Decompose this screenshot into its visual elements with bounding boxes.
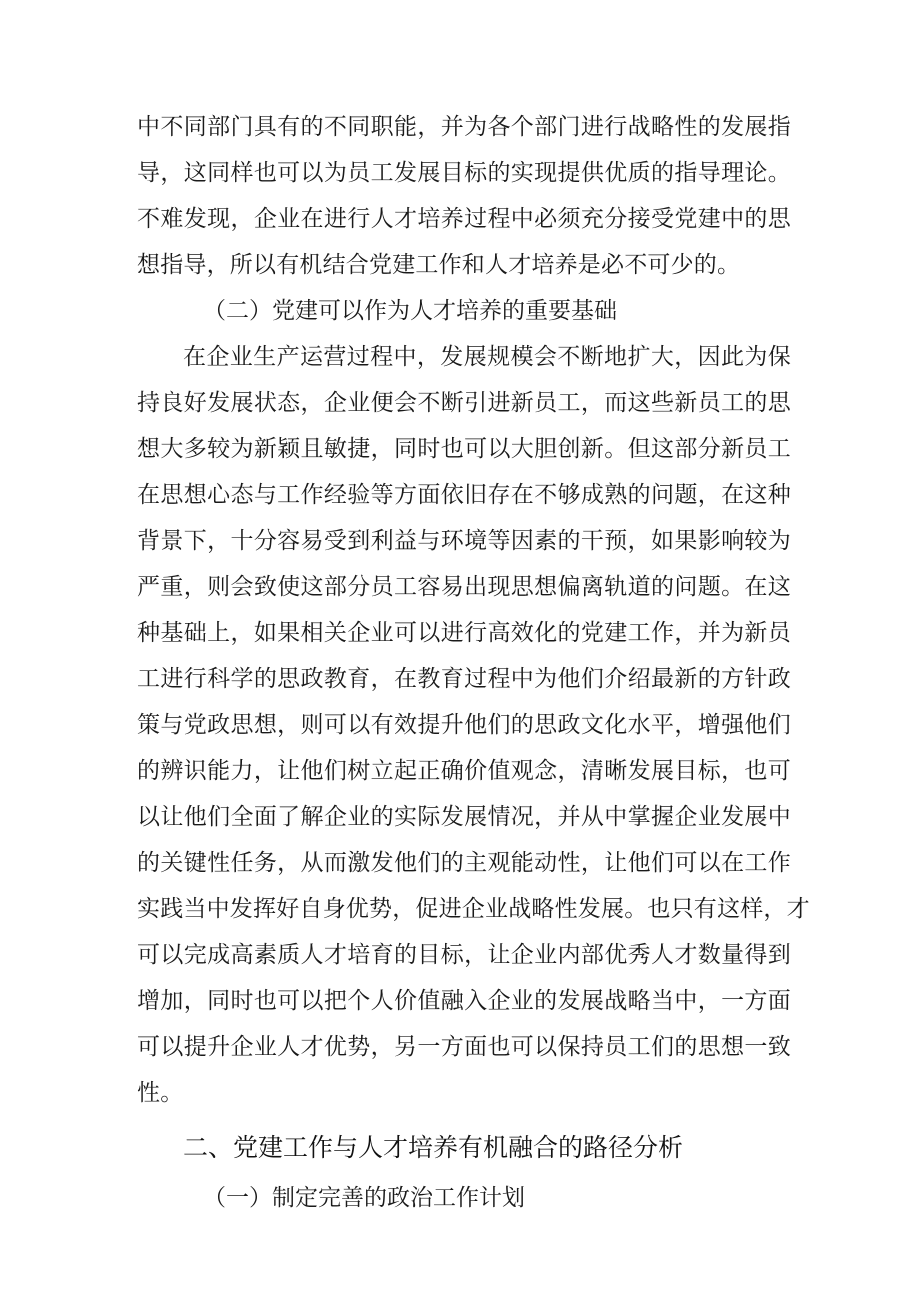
- paragraph-line: 种基础上，如果相关企业可以进行高效化的党建工作，并为新员: [137, 620, 791, 646]
- paragraph-line: 在思想心态与工作经验等方面依旧存在不够成熟的问题，在这种: [137, 482, 791, 508]
- paragraph-line: 持良好发展状态，企业便会不断引进新员工，而这些新员工的思: [137, 390, 791, 416]
- paragraph-line: 在企业生产运营过程中，发展规模会不断地扩大，因此为保: [183, 344, 791, 370]
- paragraph-line: 的关键性任务，从而激发他们的主观能动性，让他们可以在工作: [137, 850, 791, 876]
- paragraph-line: 性。: [137, 1080, 184, 1106]
- paragraph-line: 中不同部门具有的不同职能，并为各个部门进行战略性的发展指: [137, 114, 791, 140]
- paragraph-line: 以让他们全面了解企业的实际发展情况，并从中掌握企业发展中: [137, 804, 791, 830]
- paragraph-line: 可以提升企业人才优势，另一方面也可以保持员工们的思想一致: [137, 1034, 791, 1060]
- paragraph-line: 导，这同样也可以为员工发展目标的实现提供优质的指导理论。: [137, 160, 791, 186]
- paragraph-line: 背景下，十分容易受到利益与环境等因素的干预，如果影响较为: [137, 528, 791, 554]
- paragraph-line: 增加，同时也可以把个人价值融入企业的发展战略当中，一方面: [137, 988, 791, 1014]
- section-heading: 二、党建工作与人才培养有机融合的路径分析: [183, 1133, 684, 1162]
- main-paragraph: [137, 334, 810, 1116]
- paragraph-line: 策与党政思想，则可以有效提升他们的思政文化水平，增强他们: [137, 712, 791, 738]
- paragraph-line: 实践当中发挥好自身优势，促进企业战略性发展。也只有这样，才: [137, 896, 810, 922]
- intro-paragraph: [137, 104, 791, 288]
- subheading-two: （二）党建可以作为人才培养的重要基础: [203, 298, 617, 324]
- paragraph-line: 想大多较为新颖且敏捷，同时也可以大胆创新。但这部分新员工: [137, 436, 791, 462]
- paragraph-line: 可以完成高素质人才培育的目标，让企业内部优秀人才数量得到: [137, 942, 791, 968]
- paragraph-line: 严重，则会致使这部分员工容易出现思想偏离轨道的问题。在这: [137, 574, 791, 600]
- paragraph-line: 工进行科学的思政教育，在教育过程中为他们介绍最新的方针政: [137, 666, 791, 692]
- subheading-one: （一）制定完善的政治工作计划: [203, 1185, 525, 1211]
- document-body: [137, 104, 810, 1220]
- paragraph-line: 的辨识能力，让他们树立起正确价值观念，清晰发展目标，也可: [137, 758, 791, 784]
- paragraph-line: 想指导，所以有机结合党建工作和人才培养是必不可少的。: [137, 252, 741, 278]
- paragraph-line: 不难发现，企业在进行人才培养过程中必须充分接受党建中的思: [137, 206, 791, 232]
